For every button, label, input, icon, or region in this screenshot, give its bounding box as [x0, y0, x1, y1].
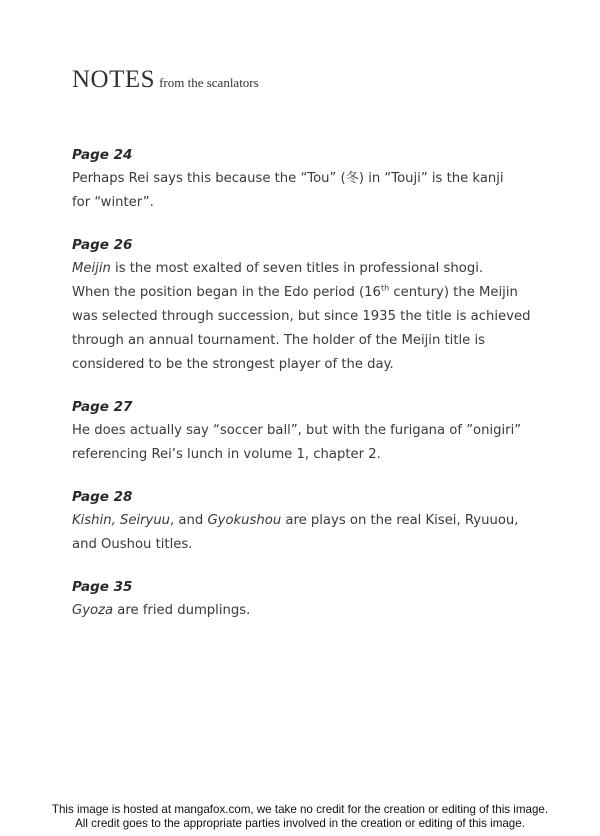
note-line [72, 509, 532, 533]
note-heading: Page 26 [72, 237, 133, 253]
note-line: was selected through succession, but since 1935 the title is achieved [72, 309, 531, 324]
note-heading: Page 27 [72, 399, 133, 415]
note-line: and Oushou titles. [72, 537, 193, 552]
note-text: , [111, 513, 120, 528]
note-line: for “winter”. [72, 195, 154, 210]
note-line [72, 599, 532, 623]
note-page-24 [72, 143, 532, 215]
disclaimer-line: This image is hosted at mangafox.com, we take no credit for the creation or editing of this image. [51, 803, 549, 816]
disclaimer-line: All credit goes to the appropriate parties involved in the creation or editing of this image. [75, 817, 525, 830]
superscript: th [380, 283, 390, 293]
title-main: NOTES [72, 66, 156, 93]
note-page-26 [72, 233, 532, 377]
term-meijin: Meijin [72, 261, 111, 276]
note-text: is the most exalted of seven titles in professional shogi. [110, 261, 484, 276]
note-text: When the position began in the Edo period (16 [72, 285, 381, 300]
note-text: are plays on the real Kisei, Ryuuou, [281, 513, 519, 528]
note-heading: Page 28 [72, 489, 133, 505]
title-sub: from the scanlators [159, 75, 259, 90]
note-heading: Page 35 [72, 579, 133, 595]
hosting-disclaimer [0, 803, 600, 831]
note-page-35 [72, 575, 532, 623]
note-line [72, 281, 532, 305]
note-text: century) the Meijin [389, 285, 518, 300]
page-title [72, 66, 259, 94]
term-kishin: Kishin [72, 513, 112, 528]
note-line [72, 257, 532, 281]
term-seiryuu: Seiryuu [119, 513, 171, 528]
term-gyoza: Gyoza [72, 603, 114, 618]
note-page-28 [72, 485, 532, 557]
note-line: through an annual tournament. The holder of the Meijin title is [72, 333, 486, 348]
note-line: He does actually say “soccer ball”, but with the furigana of ”onigiri” [72, 423, 522, 438]
note-text: are fried dumplings. [113, 603, 251, 618]
note-heading: Page 24 [72, 147, 133, 163]
note-line: Perhaps Rei says this because the “Tou” (冬) in “Touji” is the kanji [72, 171, 504, 186]
note-text: , and [170, 513, 208, 528]
note-line: considered to be the strongest player of the day. [72, 357, 394, 372]
term-gyokushou: Gyokushou [207, 513, 282, 528]
note-page-27 [72, 395, 532, 467]
note-line: referencing Rei’s lunch in volume 1, chapter 2. [72, 447, 381, 462]
